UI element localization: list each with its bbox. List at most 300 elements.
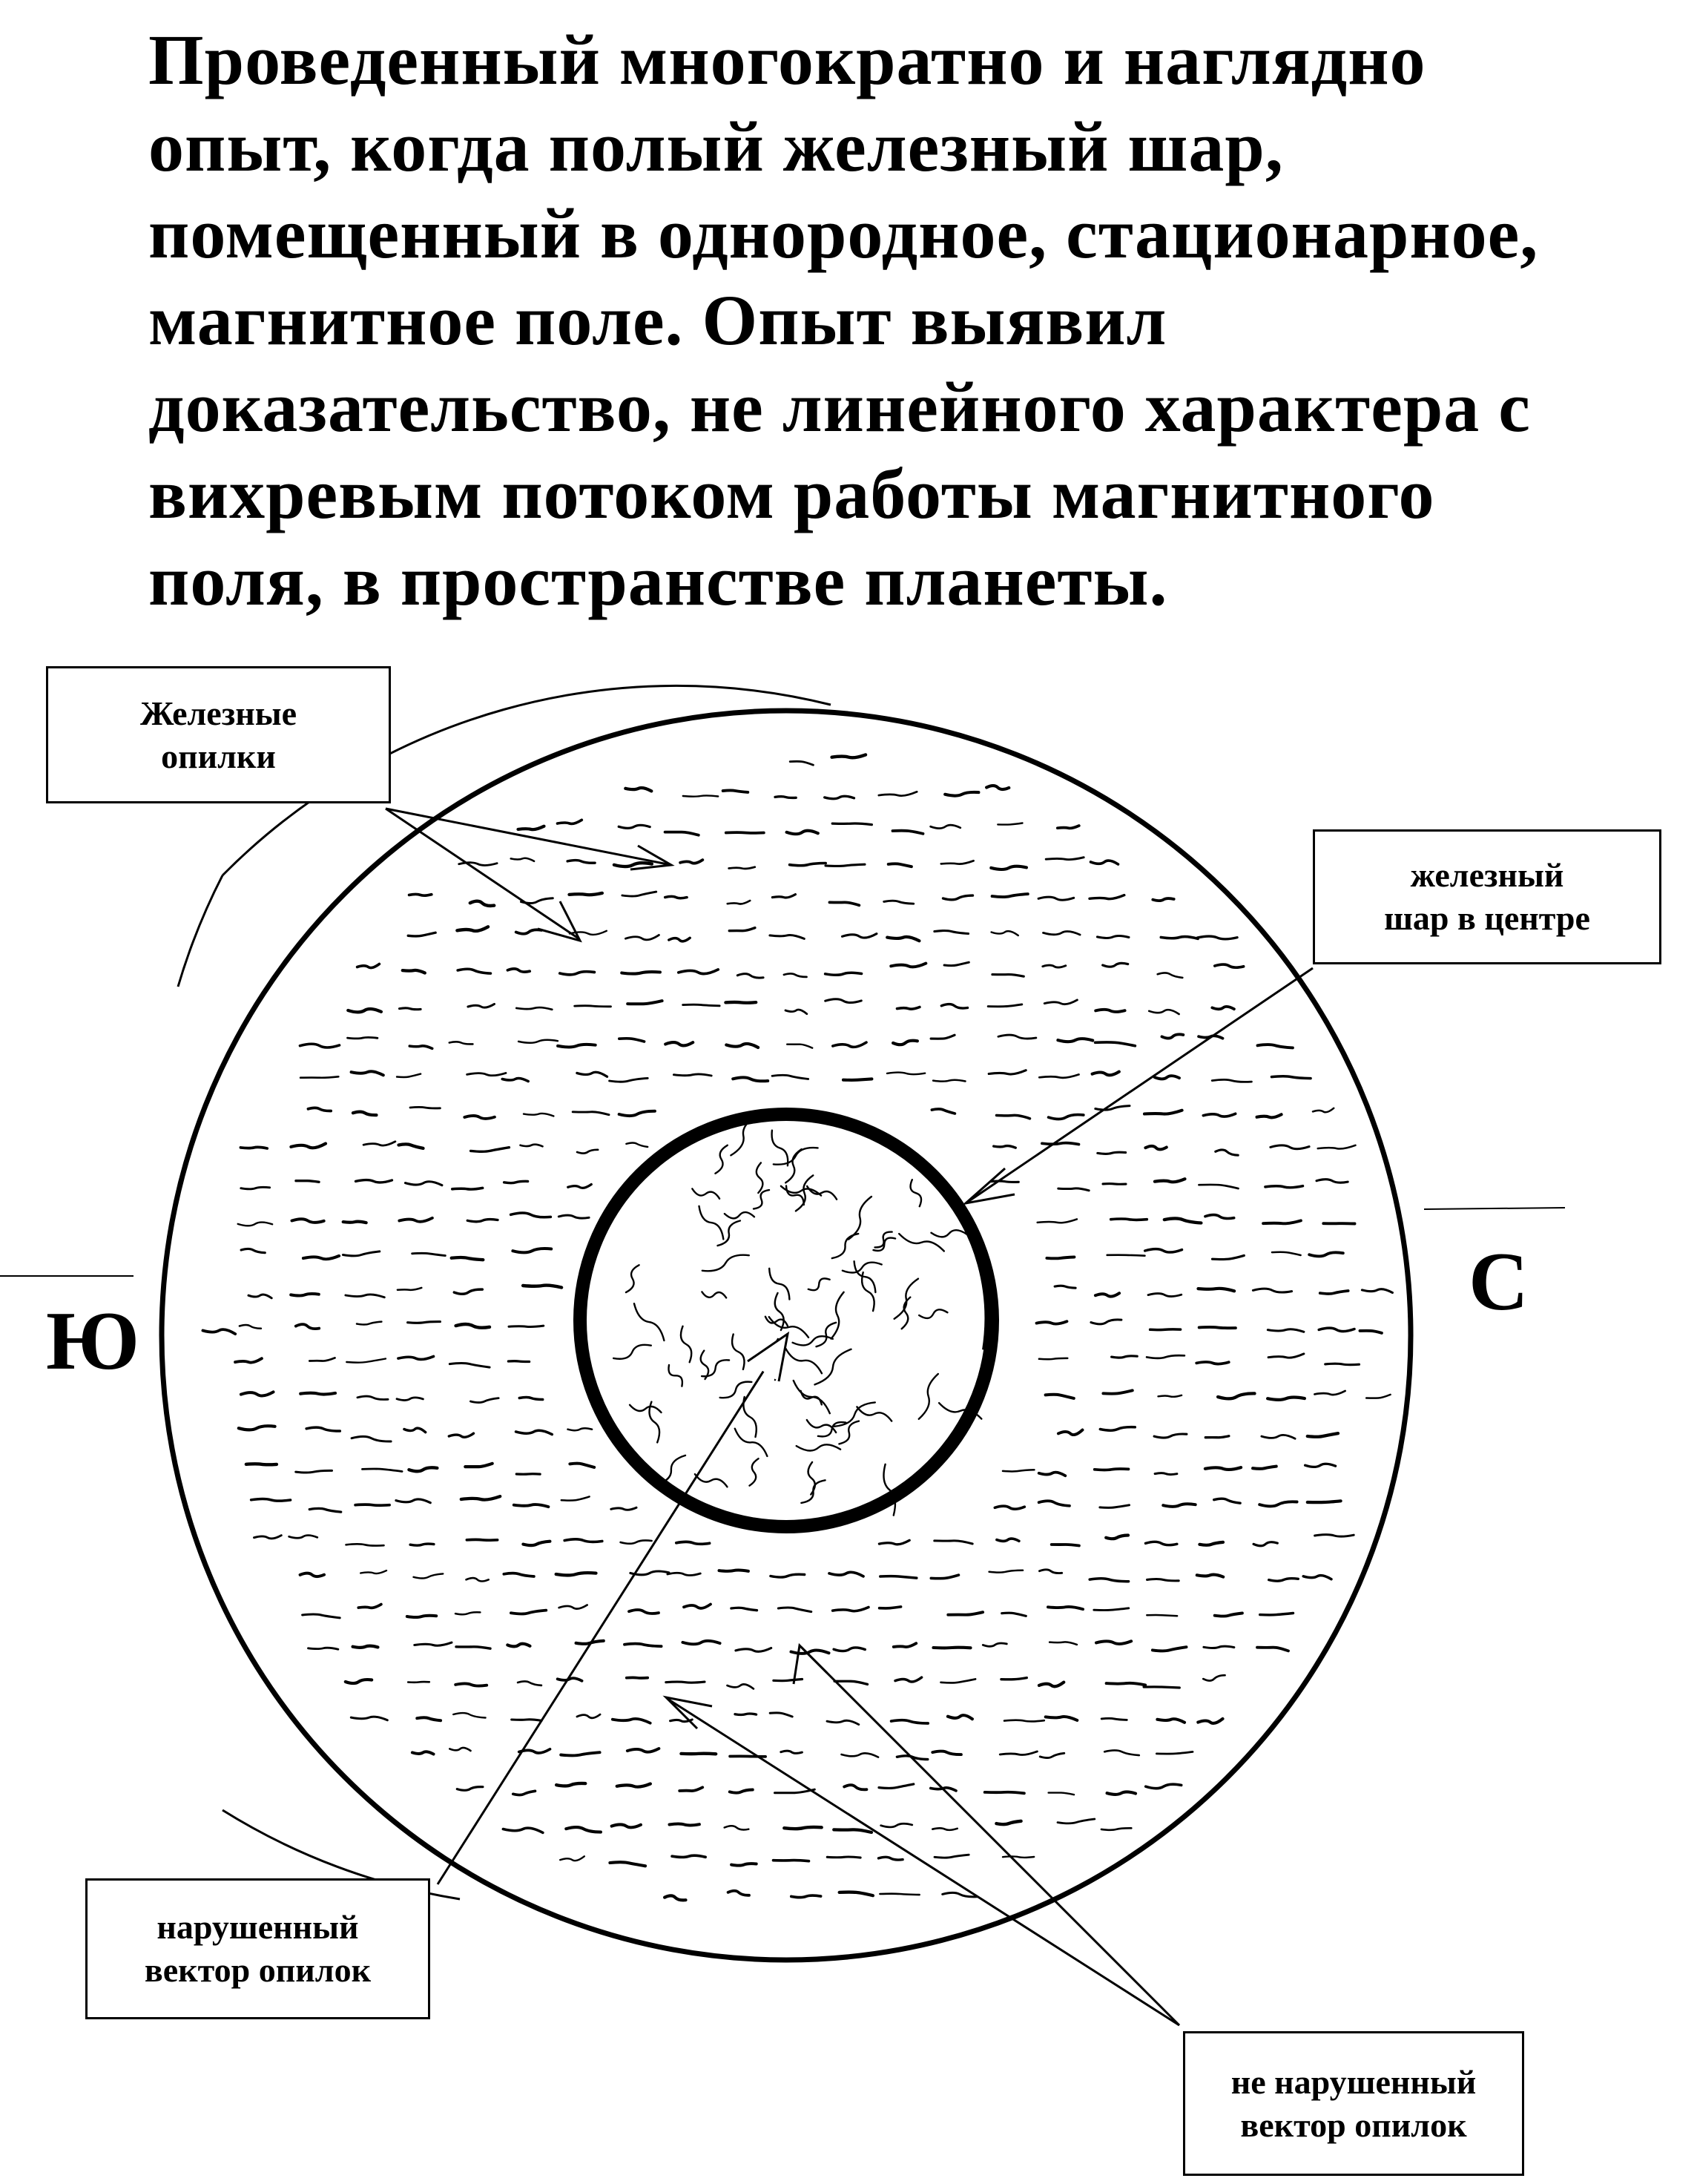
filing-stroke (309, 1358, 335, 1361)
filing-stroke (1161, 937, 1198, 939)
filing-stroke (843, 934, 877, 938)
filing-stroke (672, 1855, 705, 1857)
filing-stroke (567, 861, 595, 864)
undisturbed-vector-label-box (1183, 2031, 1524, 2176)
filing-stroke (570, 893, 602, 895)
filing-stroke (941, 1679, 976, 1683)
filing-stroke (241, 1392, 274, 1395)
filing-stroke (352, 1436, 391, 1441)
filing-stroke (573, 1112, 609, 1115)
filing-stroke (409, 1046, 432, 1049)
filing-stroke (610, 1862, 645, 1866)
filing-stroke (1039, 1501, 1070, 1506)
title-line-1: Проведенный многократно и наглядно (148, 20, 1426, 99)
filing-stroke (352, 1071, 383, 1075)
filing-stroke (404, 1428, 426, 1433)
filing-stroke (455, 1612, 480, 1614)
filing-stroke (240, 1325, 261, 1329)
filing-stroke (1094, 1608, 1129, 1611)
inner-filing-stroke (796, 1175, 813, 1211)
filing-stroke (568, 1428, 593, 1430)
inner-filing-stroke (815, 1349, 851, 1385)
filing-stroke (560, 972, 595, 975)
filing-stroke (932, 1752, 961, 1755)
filing-stroke (353, 1646, 378, 1648)
filing-stroke (1218, 1393, 1254, 1398)
filing-stroke (985, 1792, 1024, 1794)
filing-stroke (1103, 1184, 1126, 1185)
filing-stroke (240, 1147, 267, 1148)
filing-stroke (238, 1223, 272, 1226)
undisturbed-vector-label-line-2: вектор опилок (1240, 2105, 1467, 2144)
inner-filing-stroke (919, 1309, 947, 1318)
inner-filing-stroke (831, 1292, 844, 1339)
filing-stroke (357, 964, 380, 967)
filing-stroke (619, 825, 650, 828)
filing-stroke (673, 1074, 711, 1076)
filing-stroke (1144, 1687, 1179, 1688)
filing-stroke (561, 1496, 590, 1500)
filing-stroke (1097, 935, 1129, 938)
filing-stroke (1318, 1145, 1356, 1149)
filing-stroke (356, 1180, 392, 1183)
disturbed-vector-label-line-2: вектор опилок (144, 1951, 372, 1989)
filing-stroke (728, 1891, 749, 1895)
filing-stroke (723, 790, 748, 792)
filing-stroke (994, 1146, 1016, 1148)
filing-stroke (1095, 1293, 1119, 1296)
filing-stroke (511, 1213, 551, 1217)
filing-stroke (1265, 1186, 1303, 1188)
filing-stroke (398, 1288, 421, 1290)
inner-filing-stroke (817, 1323, 837, 1346)
filing-stroke (682, 1641, 719, 1645)
filing-stroke (415, 1642, 452, 1645)
filing-stroke (1199, 1185, 1239, 1188)
filing-stroke (842, 1753, 879, 1757)
filing-stroke (666, 1682, 705, 1683)
filing-stroke (894, 1643, 916, 1647)
filing-stroke (577, 1714, 600, 1718)
filing-stroke (396, 1499, 430, 1503)
filing-stroke (558, 1215, 589, 1218)
filing-stroke (829, 1572, 863, 1576)
filing-stroke (556, 1573, 596, 1575)
disturbed-vector-label-line-1: нарушенный (156, 1908, 359, 1946)
filing-stroke (730, 1790, 753, 1793)
filing-stroke (1205, 1436, 1229, 1438)
filing-stroke (1155, 1473, 1177, 1475)
inner-filing-stroke (857, 1407, 892, 1421)
filing-stroke (1163, 1504, 1195, 1507)
filing-stroke (1090, 1579, 1128, 1582)
filing-stroke (1047, 1257, 1074, 1259)
filing-stroke (412, 1752, 434, 1754)
filing-stroke (407, 1616, 436, 1617)
filing-stroke (770, 935, 804, 938)
disturbed-pointer-head (748, 1334, 788, 1381)
filing-stroke (1158, 973, 1183, 977)
filing-stroke (829, 902, 859, 905)
filing-stroke (719, 1570, 748, 1571)
filing-stroke (577, 1072, 607, 1076)
filing-stroke (414, 1573, 444, 1578)
filing-stroke (1039, 1358, 1067, 1359)
filing-stroke (1145, 1146, 1166, 1150)
filing-stroke (202, 1329, 235, 1334)
filing-stroke (1212, 1079, 1251, 1082)
filing-stroke (348, 1009, 381, 1012)
iron-ball-label-line-1: железный (1410, 856, 1564, 894)
filing-stroke (300, 1044, 339, 1047)
filing-stroke (300, 1393, 335, 1395)
pointer-lines (386, 809, 1313, 2025)
filing-stroke (289, 1536, 317, 1539)
filing-stroke (613, 1719, 650, 1723)
filing-stroke (1272, 1252, 1301, 1255)
inner-filing-stroke (626, 1265, 639, 1292)
filing-stroke (1058, 1188, 1089, 1191)
filing-stroke (1148, 1294, 1182, 1297)
filing-stroke (1263, 1220, 1301, 1223)
filing-stroke (1000, 1752, 1037, 1755)
filing-stroke (1214, 1499, 1240, 1503)
filing-stroke (933, 1080, 965, 1082)
field-axis-line (0, 1208, 1565, 1276)
filing-stroke (397, 1074, 421, 1077)
filing-stroke (879, 1540, 909, 1545)
filing-stroke (1049, 1115, 1084, 1119)
filing-stroke (785, 1010, 807, 1014)
filing-stroke (454, 1289, 482, 1294)
filing-stroke (1203, 1114, 1235, 1116)
filing-stroke (241, 1249, 265, 1252)
filing-stroke (843, 1079, 871, 1080)
inner-filing-stroke (630, 1405, 661, 1412)
filing-stroke (1111, 1219, 1147, 1220)
filing-stroke (303, 1256, 339, 1259)
filing-stroke (449, 1364, 490, 1368)
filing-stroke (665, 896, 687, 898)
filing-stroke (507, 1644, 530, 1647)
filing-stroke (679, 1787, 702, 1791)
filing-stroke (511, 1611, 546, 1614)
inner-filing-stroke (702, 1360, 729, 1376)
filing-stroke (351, 1717, 387, 1720)
filing-stroke (1049, 1793, 1074, 1795)
filing-stroke (729, 928, 755, 931)
filing-stroke (935, 931, 969, 934)
title-line-6: вихревым потоком работы магнитного (148, 454, 1435, 533)
filing-stroke (733, 1077, 768, 1081)
filing-stroke (627, 1749, 659, 1752)
filing-stroke (887, 1073, 925, 1075)
filing-stroke (781, 1751, 803, 1753)
filing-stroke (1216, 1150, 1238, 1155)
filing-stroke (518, 1040, 558, 1043)
filing-stroke (251, 1499, 291, 1502)
filing-stroke (833, 1042, 866, 1047)
filing-stroke (725, 1826, 749, 1829)
filing-stroke (621, 1540, 652, 1543)
filing-stroke (1046, 858, 1084, 860)
inner-filing-stroke (832, 1234, 858, 1258)
filing-stroke (502, 1078, 528, 1081)
filing-stroke (455, 1683, 487, 1685)
filing-stroke (1101, 1828, 1131, 1830)
inner-filing-stroke (725, 1212, 754, 1218)
inner-filing-stroke (772, 1131, 788, 1166)
filing-stroke (1258, 1045, 1293, 1047)
filing-stroke (1203, 1675, 1225, 1680)
filing-stroke (1103, 1390, 1132, 1393)
filing-stroke (941, 861, 974, 864)
filing-stroke (1058, 826, 1079, 828)
inner-filing-stroke (801, 1391, 822, 1405)
filing-stroke (627, 1677, 648, 1678)
filing-stroke (1205, 1215, 1234, 1219)
filing-stroke (612, 1824, 641, 1827)
filing-stroke (1268, 1397, 1305, 1399)
filing-stroke (1317, 1180, 1348, 1183)
filing-stroke (1164, 1218, 1202, 1223)
filing-stroke (1157, 1719, 1184, 1723)
filing-stroke (892, 1720, 929, 1723)
filing-stroke (1003, 1856, 1034, 1857)
filing-stroke (507, 969, 530, 972)
filing-stroke (611, 1507, 636, 1510)
filing-stroke (309, 1648, 338, 1649)
filing-stroke (891, 964, 926, 967)
filing-stroke (1257, 1114, 1282, 1117)
filing-stroke (735, 1714, 757, 1715)
filing-stroke (1098, 1152, 1126, 1154)
filing-stroke (790, 864, 826, 866)
filing-stroke (409, 1467, 437, 1471)
filing-stroke (558, 1045, 596, 1047)
filing-stroke (998, 823, 1022, 825)
filing-stroke (1058, 1430, 1083, 1435)
filing-stroke (1039, 1074, 1078, 1077)
inner-filing-stroke (843, 1263, 882, 1273)
filing-stroke (1043, 965, 1066, 967)
filing-stroke (512, 1720, 541, 1721)
filing-stroke (1038, 1219, 1077, 1223)
filing-stroke (832, 754, 866, 757)
filing-stroke (1305, 1464, 1336, 1467)
filing-stroke (1046, 1395, 1074, 1398)
filing-stroke (1362, 1289, 1392, 1293)
filing-stroke (1107, 1683, 1146, 1685)
filing-stroke (346, 1295, 384, 1297)
filing-stroke (840, 1892, 873, 1896)
filing-stroke (879, 1857, 903, 1860)
filing-stroke (558, 820, 582, 823)
filing-stroke (511, 858, 534, 861)
filing-stroke (625, 935, 659, 939)
filing-stroke (456, 1647, 490, 1648)
filing-stroke (468, 1004, 495, 1007)
inner-filing-stroke (801, 1480, 825, 1503)
filing-stroke (625, 1644, 662, 1647)
filing-stroke (1112, 1356, 1138, 1358)
filing-stroke (409, 894, 432, 895)
filing-stroke (991, 866, 1027, 869)
inner-filing-stroke (718, 1220, 740, 1246)
filing-stroke (348, 1037, 378, 1039)
filing-stroke (363, 1142, 395, 1145)
inner-filing-stroke (754, 1190, 769, 1208)
inner-filing-stroke (702, 1292, 726, 1297)
filing-stroke (254, 1536, 282, 1539)
filing-stroke (670, 1823, 699, 1825)
filing-stroke (1146, 1542, 1177, 1545)
filing-stroke (1366, 1395, 1390, 1398)
filing-stroke (827, 1857, 860, 1858)
filing-stroke (577, 1150, 598, 1154)
filing-stroke (731, 1864, 757, 1865)
filing-stroke (360, 1570, 386, 1573)
filing-stroke (772, 895, 795, 898)
filing-stroke (1058, 1819, 1095, 1823)
filing-stroke (1100, 1505, 1130, 1508)
filing-stroke (931, 1575, 958, 1579)
filing-stroke (514, 1504, 549, 1507)
filing-stroke (881, 1823, 912, 1827)
filing-stroke (680, 860, 702, 864)
filing-stroke (725, 1002, 756, 1003)
filing-stroke (770, 1713, 792, 1717)
filing-stroke (1146, 1784, 1182, 1789)
filing-stroke (884, 901, 914, 904)
filing-stroke (449, 1433, 473, 1437)
filing-stroke (575, 1006, 611, 1007)
filing-stroke (523, 1542, 550, 1545)
filing-stroke (1044, 932, 1081, 935)
filing-stroke (728, 901, 750, 904)
filing-stroke (343, 1251, 379, 1256)
filing-stroke (470, 901, 494, 906)
filing-stroke (417, 1717, 441, 1720)
inner-filing-stroke (919, 1374, 938, 1419)
filing-stroke (791, 1895, 821, 1898)
inner-filing-stroke (750, 1458, 759, 1485)
filing-stroke (989, 1570, 1023, 1573)
inner-filing-stroke (695, 1474, 728, 1487)
filing-stroke (989, 1070, 1026, 1074)
filing-stroke (627, 1001, 662, 1004)
undisturbed-pointer-1 (668, 1699, 1179, 2025)
filing-stroke (1309, 1252, 1343, 1256)
filing-stroke (1096, 1641, 1131, 1644)
inner-filing-stroke (854, 1261, 876, 1292)
filing-stroke (408, 1682, 429, 1683)
filing-stroke (303, 1614, 340, 1618)
filing-stroke (619, 1111, 655, 1116)
filing-stroke (1153, 1647, 1187, 1651)
filing-stroke (775, 797, 796, 798)
filing-stroke (731, 1608, 757, 1610)
filing-stroke (400, 1008, 421, 1010)
filing-stroke (1315, 1535, 1354, 1537)
filing-stroke (467, 1539, 497, 1540)
filing-stroke (614, 863, 652, 866)
inner-filing-stroke (699, 1206, 724, 1240)
filing-stroke (1271, 1145, 1309, 1149)
filing-stroke (467, 1220, 498, 1222)
filing-stroke (1197, 1575, 1223, 1577)
filing-stroke (879, 792, 917, 795)
filing-stroke (399, 1218, 432, 1222)
filing-stroke (1308, 1433, 1338, 1437)
filing-stroke (1199, 1289, 1235, 1291)
iron-ball-label-line-2: шар в центре (1384, 899, 1590, 937)
filing-stroke (1259, 1502, 1296, 1506)
filing-stroke (683, 1004, 719, 1006)
filings-label-line-2: опилки (161, 737, 276, 775)
filing-stroke (518, 826, 544, 829)
filing-stroke (1144, 1111, 1182, 1114)
filing-stroke (626, 1143, 648, 1148)
filing-stroke (1103, 963, 1128, 967)
filing-stroke (519, 1398, 542, 1400)
inner-filing-stroke (848, 1197, 871, 1240)
filing-stroke (787, 1045, 812, 1048)
filing-stroke (992, 975, 1024, 977)
filing-stroke (1155, 1179, 1185, 1182)
filing-stroke (291, 1294, 319, 1296)
filing-stroke (523, 1286, 561, 1288)
compass-north-label: С (1469, 1236, 1529, 1328)
filing-stroke (560, 1856, 584, 1861)
filing-stroke (406, 1182, 442, 1185)
filing-stroke (1091, 1320, 1121, 1324)
filing-stroke (471, 1148, 510, 1152)
filing-stroke (1196, 1362, 1229, 1364)
filing-stroke (1040, 1570, 1062, 1573)
filing-stroke (889, 864, 912, 866)
filing-stroke (1198, 1719, 1222, 1723)
filing-stroke (832, 823, 871, 825)
filing-stroke (617, 1784, 650, 1787)
filing-stroke (568, 1185, 592, 1188)
disturbed-vector-label-box (85, 1878, 430, 2019)
filing-stroke (410, 1107, 440, 1108)
inner-filing-stroke (732, 1335, 744, 1369)
filing-stroke (931, 825, 960, 829)
filing-stroke (996, 1821, 1021, 1824)
filing-stroke (1215, 964, 1244, 967)
filings-label-box (46, 666, 391, 803)
filing-stroke (408, 933, 435, 936)
filing-stroke (997, 1539, 1019, 1541)
filing-stroke (456, 1324, 490, 1328)
filing-stroke (403, 970, 425, 973)
filing-stroke (1199, 1327, 1236, 1328)
filing-stroke (1268, 1329, 1304, 1332)
filing-stroke (1107, 1792, 1136, 1794)
filing-stroke (991, 1181, 1018, 1182)
filing-stroke (1313, 1108, 1334, 1112)
filing-stroke (1260, 1614, 1294, 1615)
filing-stroke (941, 1004, 967, 1008)
filing-stroke (412, 1253, 446, 1255)
filing-stroke (399, 1144, 424, 1148)
title-line-2: опыт, когда полый железный шар, (148, 107, 1284, 186)
inner-filing-stroke (875, 1232, 892, 1248)
filing-stroke (1213, 1255, 1245, 1259)
filing-stroke (296, 1324, 319, 1329)
